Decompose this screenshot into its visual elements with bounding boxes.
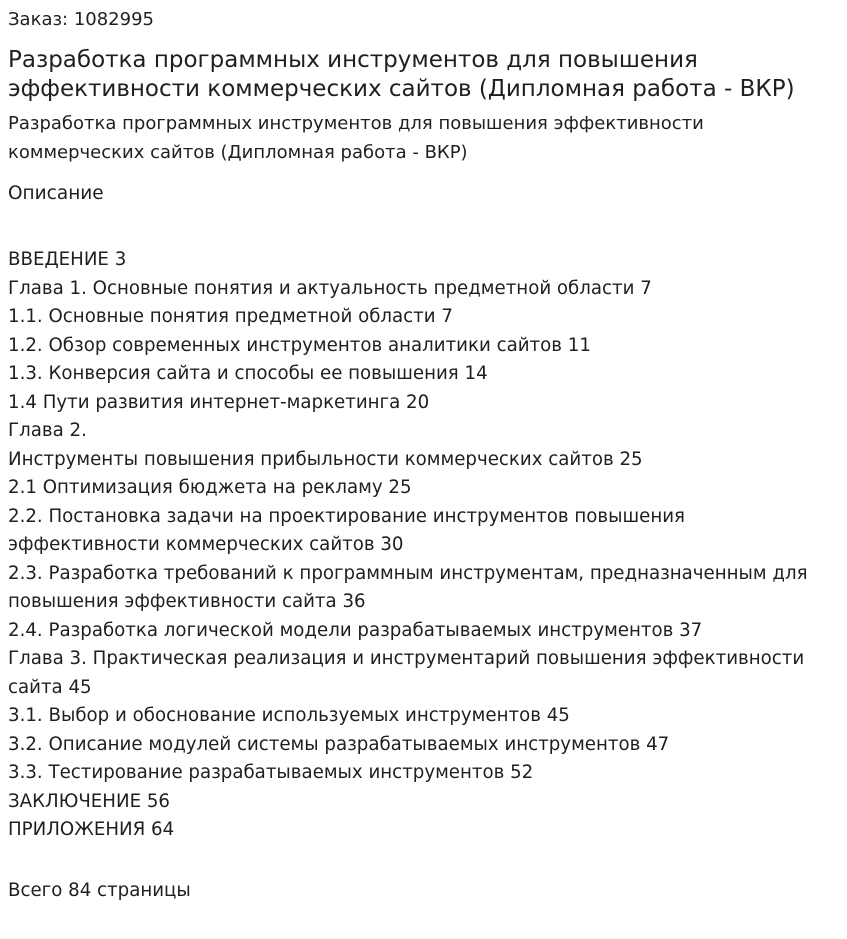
page-title: Разработка программных инструментов для повышения эффективности коммерческих сайтов (Дипломная работа - ВКР) <box>8 47 795 102</box>
toc-item-1-1: 1.1. Основные понятия предметной области 7 <box>8 306 453 327</box>
toc-item-2-3: 2.3. Разработка требований к программным инструментам, предназначенным для повышения эффективности сайта 36 <box>8 562 808 612</box>
toc-item-3-2: 3.2. Описание модулей системы разрабатываемых инструментов 47 <box>8 733 670 755</box>
toc-item-3-1: 3.1. Выбор и обоснование используемых инструментов 45 <box>8 705 570 726</box>
page-subtitle: Разработка программных инструментов для повышения эффективности коммерческих сайтов (Дипломная работа - ВКР) <box>8 113 704 163</box>
toc-item-3-3: 3.3. Тестирование разрабатываемых инструментов 52 <box>8 762 534 783</box>
toc-item-intro: ВВЕДЕНИЕ 3 <box>8 249 127 270</box>
total-pages: Всего 84 страницы <box>8 879 191 901</box>
toc-item-chapter-1: Глава 1. Основные понятия и актуальность предметной области 7 <box>8 277 652 299</box>
table-of-contents <box>8 246 838 845</box>
toc-item-appendices: ПРИЛОЖЕНИЯ 64 <box>8 819 175 840</box>
toc-item-1-3: 1.3. Конверсия сайта и способы ее повышения 14 <box>8 363 488 384</box>
description-heading: Описание <box>8 183 104 204</box>
toc-item-2-2: 2.2. Постановка задачи на проектирование инструментов повышения эффективности коммерческих сайтов 30 <box>8 505 685 555</box>
toc-item-chapter-3: Глава 3. Практическая реализация и инструментарий повышения эффективности сайта 45 <box>8 648 805 698</box>
toc-item-2-1: 2.1 Оптимизация бюджета на рекламу 25 <box>8 477 412 498</box>
toc-item-1-2: 1.2. Обзор современных инструментов аналитики сайтов 11 <box>8 334 591 356</box>
toc-item-2-4: 2.4. Разработка логической модели разрабатываемых инструментов 37 <box>8 619 703 641</box>
order-number: Заказ: 1082995 <box>8 9 154 30</box>
toc-item-conclusion: ЗАКЛЮЧЕНИЕ 56 <box>8 790 170 812</box>
toc-item-1-4: 1.4 Пути развития интернет-маркетинга 20 <box>8 391 430 413</box>
toc-item-chapter-2: Глава 2. <box>8 420 87 441</box>
toc-item-chapter-2-title: Инструменты повышения прибыльности коммерческих сайтов 25 <box>8 448 643 470</box>
